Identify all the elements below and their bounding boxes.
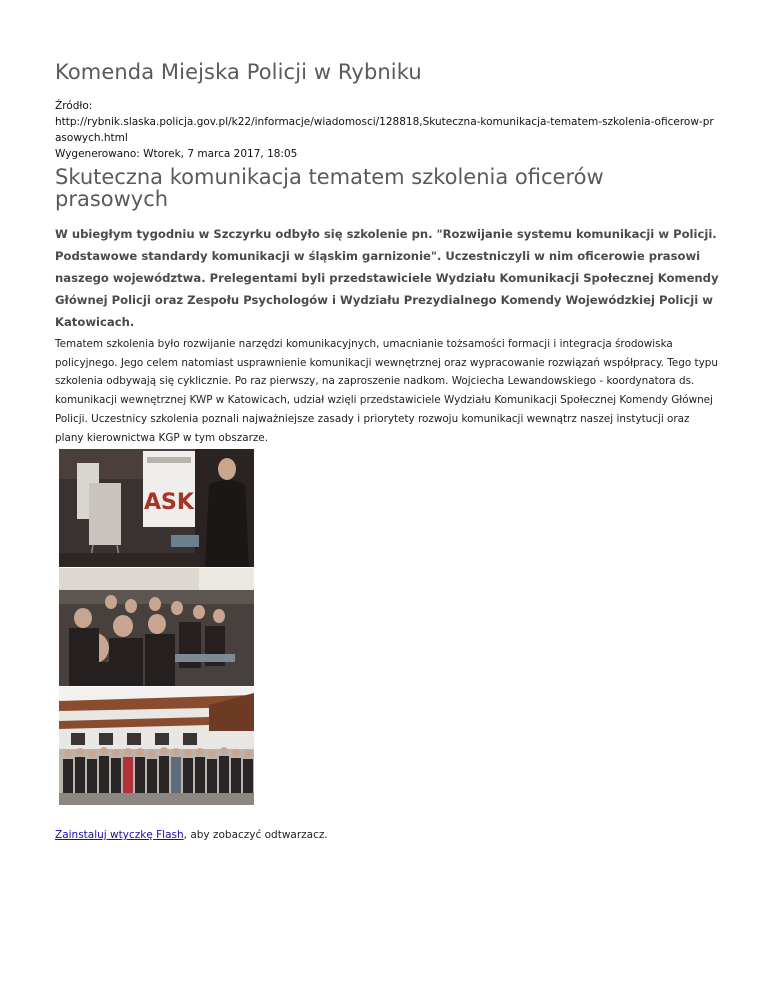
flash-notice [55, 829, 328, 841]
site-title: Komenda Miejska Policji w Rybniku [55, 60, 422, 84]
source-label: Źródło: [55, 100, 93, 112]
photo-group [59, 687, 254, 805]
slide-text: ASK [144, 490, 194, 515]
source-url: http://rybnik.slaska.policja.gov.pl/k22/informacje/wiadomosci/128818,Skuteczna-komunikacja-tematem-szkolenia-oficerow-prasowych.html [55, 116, 714, 144]
generated-date: Wygenerowano: Wtorek, 7 marca 2017, 18:05 [55, 148, 298, 160]
photo-audience [59, 568, 254, 686]
install-flash-link[interactable]: Zainstaluj wtyczkę Flash [55, 829, 184, 841]
photo-presentation [59, 449, 254, 567]
print-meta [55, 98, 720, 162]
article-title: Skuteczna komunikacja tematem szkolenia oficerów prasowych [55, 165, 604, 211]
photo-gallery [59, 449, 254, 806]
article-lead: W ubiegłym tygodniu w Szczyrku odbyło się szkolenie pn. "Rozwijanie systemu komunikacji w Policji. Podstawowe standardy komunikacji w śląskim garnizonie". Uczestniczyli w nim oficerowie prasowi naszego województwa. Prelegentami byli przedstawiciele Wydziału Komunikacji Społecznej Komendy Głównej Policji oraz Zespołu Psychologów i Wydziału Prezydialnego Komendy Wojewódzkiej Policji w Katowicach. [55, 227, 719, 329]
flash-notice-suffix: , aby zobaczyć odtwarzacz. [183, 829, 328, 841]
article-body: Tematem szkolenia było rozwijanie narzędzi komunikacyjnych, umacnianie tożsamości formacji i integracja środowiska policyjnego. Jego celem natomiast usprawnienie komunikacji wewnętrznej oraz wypracowanie rozwiązań współpracy. Tego typu szkolenia odbywają się cyklicznie. Po raz pierwszy, na zaproszenie nadkom. Wojciecha Lewandowskiego - koordynatora ds. komunikacji wewnętrznej KWP w Katowicach, udział wzięli przedstawiciele Wydziału Komunikacji Społecznej Komendy Głównej Policji. Uczestnicy szkolenia poznali najważniejsze zasady i priorytety rozwoju komunikacji wewnątrz naszej instytucji oraz plany kierownictwa KGP w tym obszarze. [55, 338, 718, 444]
